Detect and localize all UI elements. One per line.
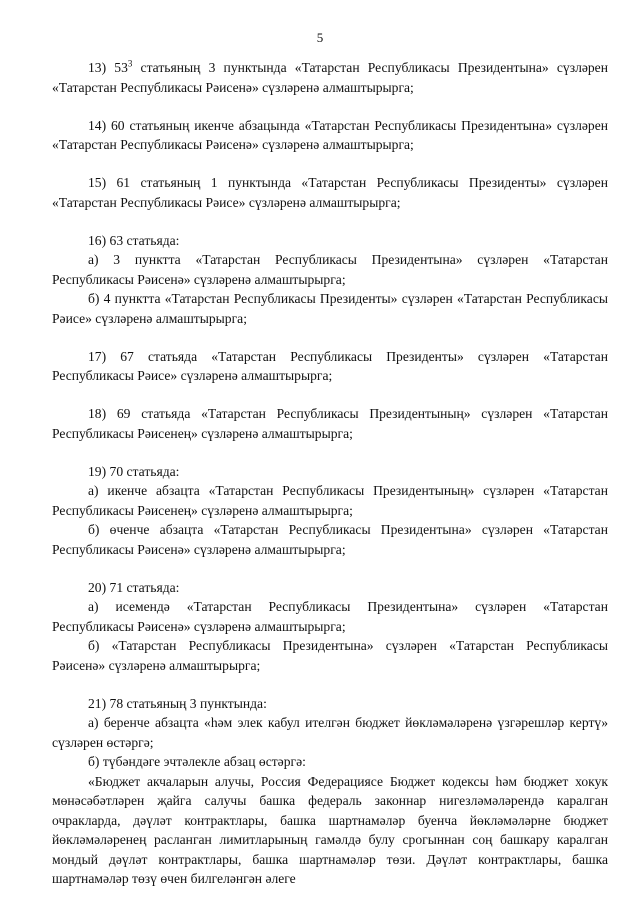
- paragraph-item-21-head: 21) 78 статьяның 3 пунктында:: [88, 695, 267, 711]
- paragraph-item-19-head: 19) 70 статьяда:: [88, 463, 180, 479]
- paragraph-item-20-a: а) исемендә «Татарстан Республикасы Президентына» сүзләрен «Татарстан Республикасы Рәисенә» сүзләренә алмаштырырга;: [52, 599, 608, 634]
- paragraph-item-18: 18) 69 статьяда «Татарстан Республикасы Президентының» сүзләрен «Татарстан Республикасы Рәисенең» сүзләренә алмаштырырга;: [52, 406, 608, 441]
- paragraph-item-17: 17) 67 статьяда «Татарстан Республикасы Президенты» сүзләрен «Татарстан Республикасы Рәисе» сүзләренә алмаштырырга;: [52, 348, 608, 383]
- item-13-prefix: 13) 53: [88, 60, 128, 75]
- paragraph-item-16-head: 16) 63 статьяда:: [88, 232, 180, 248]
- paragraph-item-21-b: б) түбәндәге эчтәлекле абзац өстәргә:: [88, 754, 306, 769]
- paragraph-item-19-b: б) өченче абзацта «Татарстан Республикасы Президентына» сүзләрен «Татарстан Республикасы Рәисенә» сүзләренә алмаштырырга;: [52, 522, 608, 557]
- paragraph-item-13: [52, 58, 608, 97]
- paragraph-item-20-head: 20) 71 статьяда:: [88, 579, 180, 595]
- document-body: [52, 58, 608, 889]
- paragraph-item-15: 15) 61 статьяның 1 пунктында «Татарстан Республикасы Президенты» сүзләрен «Татарстан Республикасы Рәисе» сүзләренә алмаштырырга;: [52, 175, 608, 210]
- paragraph-item-19-a: а) икенче абзацта «Татарстан Республикасы Президентының» сүзләрен «Татарстан Республикасы Рәисенең» сүзләренә алмаштырырга;: [52, 483, 608, 518]
- item-13-text: статьяның 3 пунктында «Татарстан Республикасы Президентына» сүзләрен «Татарстан Республикасы Рәисенә» сүзләренә алмаштырырга;: [52, 60, 608, 95]
- paragraph-item-21-quote: «Бюджет акчаларын алучы, Россия Федерациясе Бюджет кодексы һәм бюджет хокук мөнәсәбәтләрен җайга салучы башка федераль законнар нигезләмәләрендә каралган очракларда, дәүләт контрактлары, башка шартнамәләр буенча йөкләмәләрне бюджет йөкләмәләренең расланган лимитларының гамәлдә булу срогыннан соң башкару каралган мондый дәүләт контрактлары, башка шартнамәләр төзи. Дәүләт контрактлары, башка шартнамәләр төзү өчен билгеләнгән әлеге: [52, 773, 608, 886]
- paragraph-item-16-b: б) 4 пунктта «Татарстан Республикасы Президенты» сүзләрен «Татарстан Республикасы Рәисе» сүзләренә алмаштырырга;: [52, 291, 608, 326]
- paragraph-item-20-b: б) «Татарстан Республикасы Президентына» сүзләрен «Татарстан Республикасы Рәисенә» сүзләренә алмаштырырга;: [52, 638, 608, 673]
- paragraph-item-21-a: а) беренче абзацта «һәм элек кабул ителгән бюджет йөкләмәләренә үзгәрешләр кертү» сүзләрен өстәргә;: [52, 715, 608, 750]
- page-number: 5: [316, 30, 324, 45]
- paragraph-item-16-a: а) 3 пунктта «Татарстан Республикасы Президентына» сүзләрен «Татарстан Республикасы Рәисенә» сүзләренә алмаштырырга;: [52, 252, 608, 287]
- item-13-superscript: 3: [127, 58, 133, 69]
- paragraph-item-14: 14) 60 статьяның икенче абзацында «Татарстан Республикасы Президентына» сүзләрен «Татарстан Республикасы Рәисенә» сүзләренә алмаштырырга;: [52, 117, 608, 152]
